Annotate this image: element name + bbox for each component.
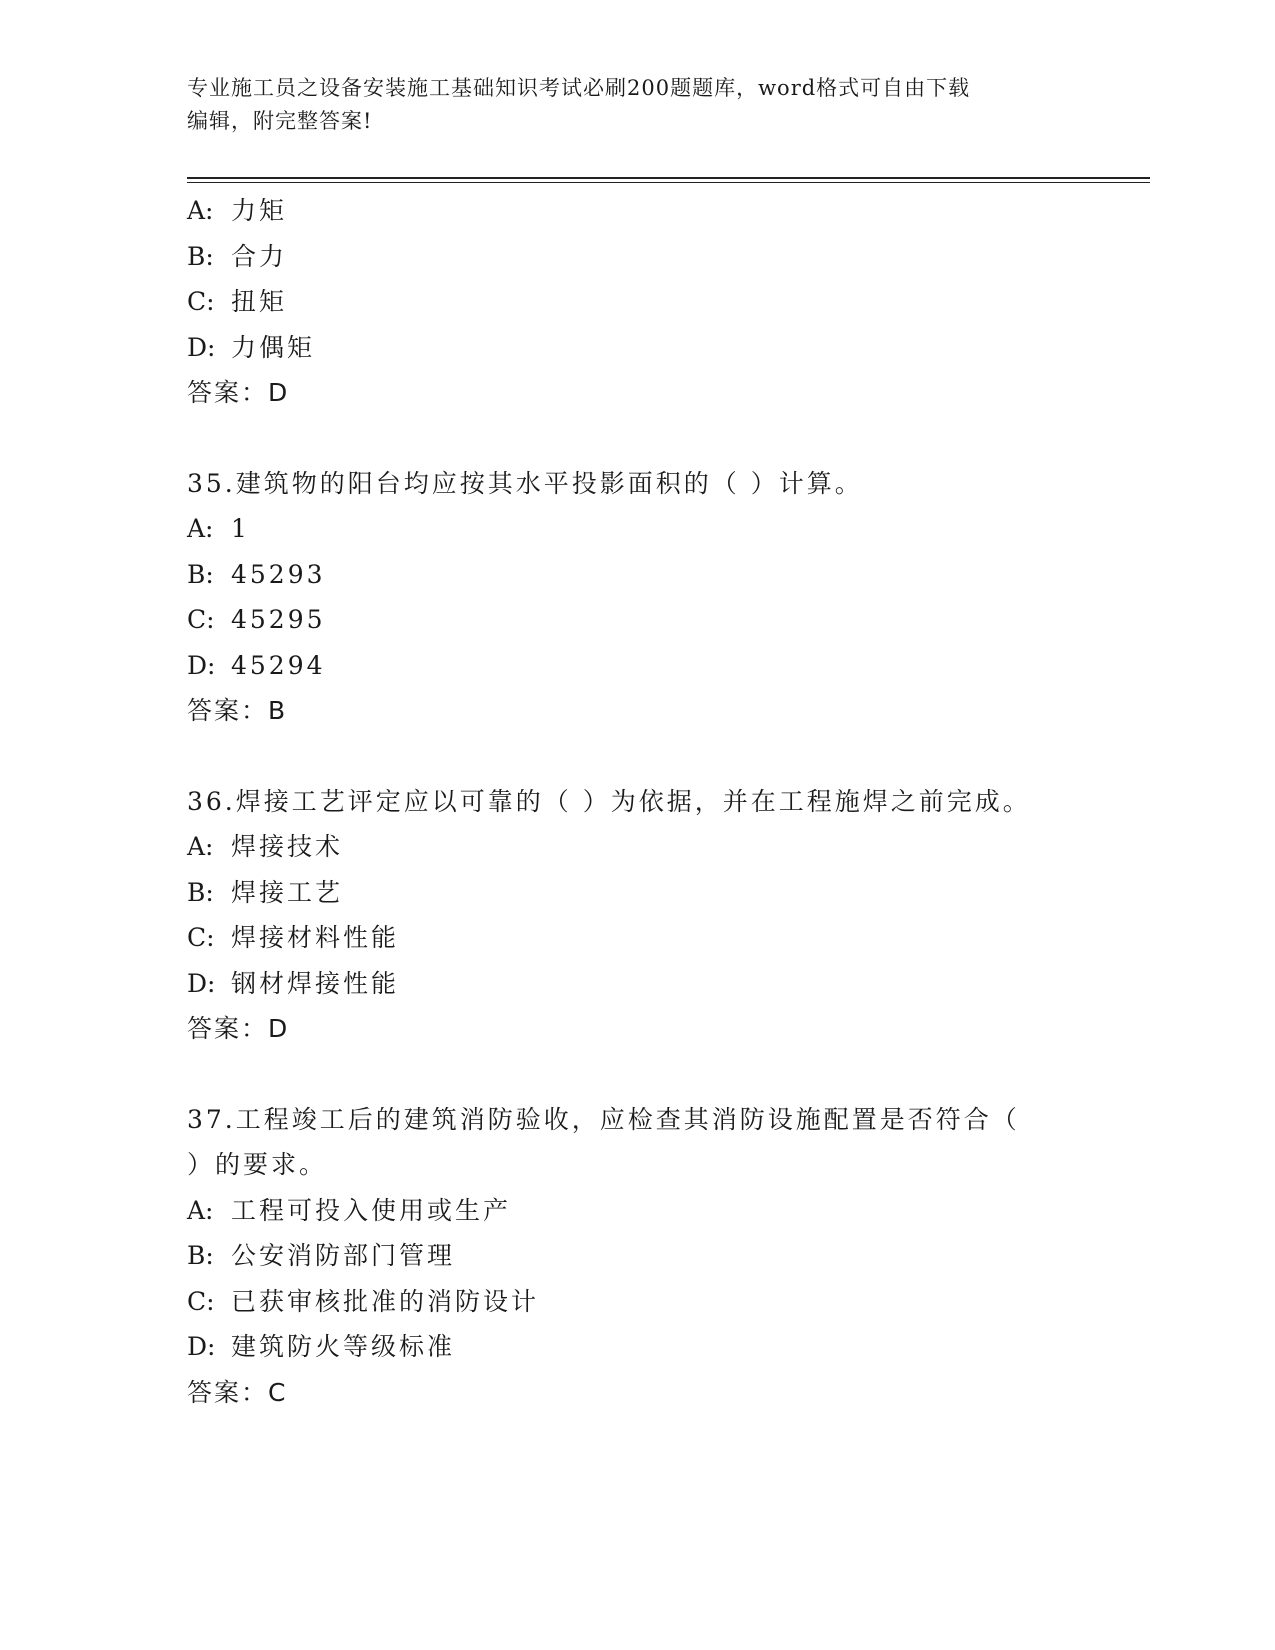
option-text: 工程可投入使用或生产 — [231, 1195, 512, 1225]
option-text: 1 — [231, 514, 250, 543]
option-text: 焊接技术 — [231, 832, 344, 861]
answer-line: 答案：D — [187, 378, 290, 407]
option-label: B: — [187, 241, 214, 271]
option-text: 焊接材料性能 — [231, 923, 400, 952]
option-label: B: — [187, 559, 214, 589]
option-label: A: — [187, 514, 214, 543]
option-a — [187, 824, 1087, 870]
header-title-line-2: 编辑，附完整答案! — [187, 109, 373, 133]
option-c — [187, 1279, 1087, 1325]
option-label: D: — [187, 650, 216, 680]
option-text: 力矩 — [231, 196, 288, 225]
option-c — [187, 915, 1087, 961]
option-d — [187, 325, 1087, 371]
answer-line: 答案：B — [187, 696, 288, 725]
question-37 — [187, 1097, 1087, 1416]
header-divider-thick — [187, 177, 1150, 179]
option-a — [187, 506, 1087, 552]
answer-line: 答案：C — [187, 1377, 288, 1407]
question-stem-line-2: ）的要求。 — [187, 1150, 328, 1179]
option-text: 力偶矩 — [231, 332, 316, 362]
header-title-line-1: 专业施工员之设备安装施工基础知识考试必刷200题题库，word格式可自由下载 — [187, 76, 971, 100]
question-stem-line-1: 37.工程竣工后的建筑消防验收，应检查其消防设施配置是否符合（ — [187, 1104, 1020, 1134]
option-b — [187, 552, 1087, 598]
question-34 — [187, 188, 1087, 416]
option-text: 45294 — [231, 650, 326, 680]
option-a — [187, 188, 1087, 234]
option-text: 45295 — [231, 605, 326, 634]
option-label: C: — [187, 1286, 215, 1316]
question-stem: 35.建筑物的阳台均应按其水平投影面积的（ ）计算。 — [187, 468, 863, 498]
document-header — [187, 72, 1067, 138]
option-text: 已获审核批准的消防设计 — [231, 1286, 540, 1316]
question-35 — [187, 461, 1087, 734]
option-text: 建筑防火等级标准 — [231, 1332, 456, 1361]
option-label: A: — [187, 196, 214, 225]
option-label: D: — [187, 968, 216, 998]
option-label: D: — [187, 332, 216, 362]
spacer — [187, 416, 1087, 461]
option-c — [187, 597, 1087, 643]
option-label: C: — [187, 923, 215, 952]
option-a — [187, 1188, 1087, 1234]
option-d — [187, 1324, 1087, 1370]
option-label: C: — [187, 287, 215, 316]
option-label: A: — [187, 832, 214, 861]
question-stem: 36.焊接工艺评定应以可靠的（ ）为依据，并在工程施焊之前完成。 — [187, 786, 1031, 816]
option-text: 钢材焊接性能 — [231, 968, 400, 998]
option-c — [187, 279, 1087, 325]
option-label: C: — [187, 605, 215, 634]
option-label: A: — [187, 1195, 214, 1225]
spacer — [187, 734, 1087, 779]
question-36 — [187, 779, 1087, 1052]
option-text: 合力 — [231, 241, 288, 271]
option-label: B: — [187, 877, 214, 907]
answer-line: 答案：D — [187, 1014, 290, 1043]
option-b — [187, 1233, 1087, 1279]
option-label: B: — [187, 1241, 214, 1270]
question-list — [187, 188, 1087, 1415]
spacer — [187, 1052, 1087, 1097]
option-text: 公安消防部门管理 — [231, 1241, 456, 1270]
option-b — [187, 870, 1087, 916]
option-b — [187, 234, 1087, 280]
option-label: D: — [187, 1332, 216, 1361]
option-d — [187, 961, 1087, 1007]
option-text: 45293 — [231, 559, 326, 589]
option-text: 扭矩 — [231, 287, 288, 316]
option-text: 焊接工艺 — [231, 877, 344, 907]
option-d — [187, 643, 1087, 689]
header-divider-thin — [187, 182, 1150, 183]
